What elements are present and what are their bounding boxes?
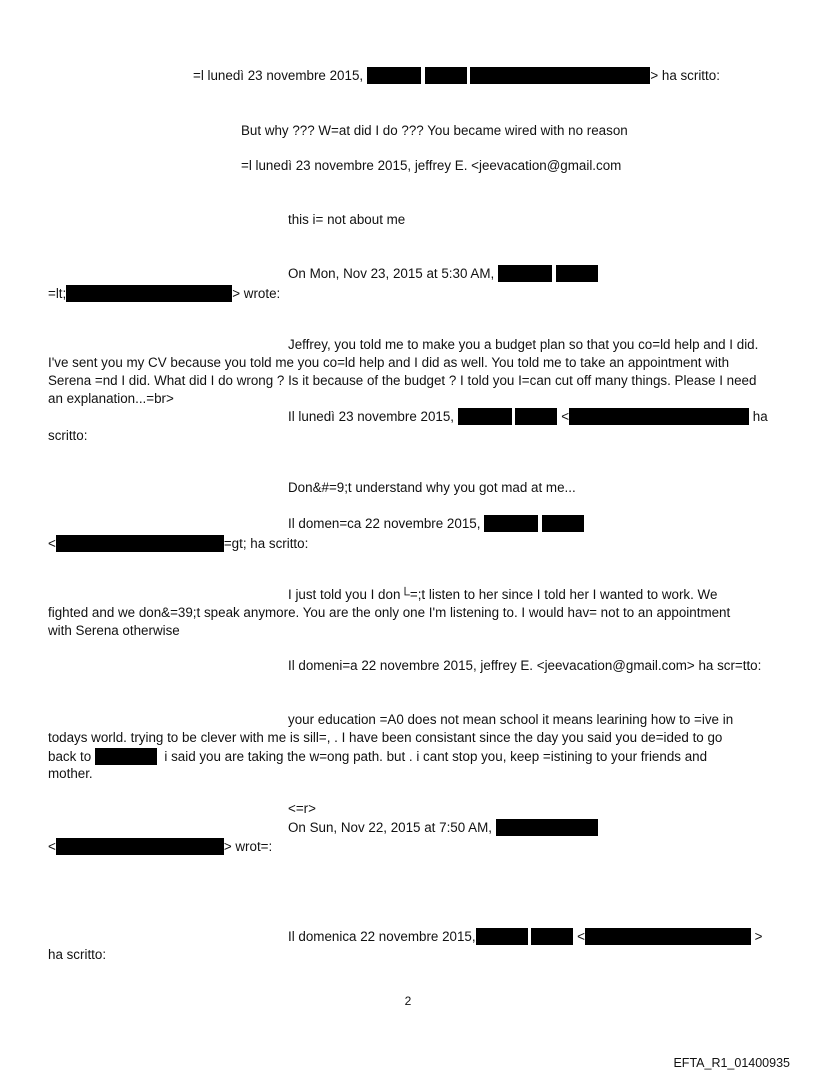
redaction-block <box>498 265 552 282</box>
quote-line: with Serena otherwise <box>48 623 180 638</box>
quote-line <box>288 408 768 425</box>
quote-line: scritto: <box>48 428 88 443</box>
redaction-block <box>95 748 157 765</box>
quote-text: Il domen=ca 22 novembre 2015, <box>288 516 481 531</box>
quote-line <box>48 535 308 552</box>
redaction-block <box>515 408 557 425</box>
quote-text: > <box>754 929 763 944</box>
redaction-block <box>458 408 512 425</box>
quote-text: On Mon, Nov 23, 2015 at 5:30 AM, <box>288 266 495 281</box>
quote-text: < <box>48 839 56 854</box>
page-number: 2 <box>404 994 412 1008</box>
redaction-block <box>531 928 573 945</box>
redaction-block <box>66 285 232 302</box>
quote-line: But why ??? W=at did I do ??? You became wired with no reason <box>241 123 628 138</box>
quote-line: I just told you I don└=;t listen to her since I told her I wanted to work. We <box>288 587 718 602</box>
quote-line <box>48 285 280 302</box>
quote-line: an explanation...=br> <box>48 391 174 406</box>
header-line <box>193 67 720 84</box>
redaction-block <box>496 819 598 836</box>
quote-line: <=r> <box>288 801 316 816</box>
quote-line <box>288 928 762 945</box>
quote-text: back to <box>48 749 92 764</box>
redaction-block <box>569 408 749 425</box>
quote-line: your education =A0 does not mean school it means learining how to =ive in <box>288 712 734 727</box>
quote-line: Serena =nd I did. What did I do wrong ? Is it because of the budget ? I told you I=can cut off many things. Please I need <box>48 373 757 388</box>
quote-line <box>48 748 707 765</box>
quote-line: Il domeni=a 22 novembre 2015, jeffrey E. <jeevacation@gmail.com> ha scr=tto: <box>288 658 762 673</box>
header-text: =l lunedì 23 novembre 2015, <box>193 68 364 83</box>
quote-line: =l lunedì 23 novembre 2015, jeffrey E. <jeevacation@gmail.com <box>241 158 622 173</box>
quote-line: I've sent you my CV because you told me you co=ld help and I did as well. You told me to take an appointment with <box>48 355 730 370</box>
redaction-block <box>476 928 528 945</box>
quote-line: ha scritto: <box>48 947 107 962</box>
document-id: EFTA_R1_01400935 <box>673 1056 790 1070</box>
quote-line: todays world. trying to be clever with me is sill=, . I have been consistant since the day you said you de=ided to go <box>48 730 723 745</box>
redaction-block <box>585 928 751 945</box>
quote-line: this i= not about me <box>288 212 406 227</box>
quote-line: Don&#=9;t understand why you got mad at me... <box>288 480 576 495</box>
redaction-block <box>556 265 598 282</box>
quote-text: =lt; <box>48 286 67 301</box>
redaction-block <box>56 535 224 552</box>
quote-line <box>288 819 598 836</box>
quote-text: ha <box>752 409 768 424</box>
quote-line <box>288 265 598 282</box>
header-text-end: > ha scritto: <box>650 68 720 83</box>
quote-line: mother. <box>48 766 93 781</box>
redaction-block <box>542 515 584 532</box>
quote-text: On Sun, Nov 22, 2015 at 7:50 AM, <box>288 820 492 835</box>
quote-text: < <box>577 929 585 944</box>
redaction-block <box>56 838 224 855</box>
redaction-block <box>470 67 650 84</box>
quote-text: i said you are taking the w=ong path. but . i cant stop you, keep =istining to your friends and <box>164 749 708 764</box>
quote-text: < <box>561 409 570 424</box>
quote-line: Jeffrey, you told me to make you a budget plan so that you co=ld help and I did. <box>288 337 759 352</box>
quote-text: Il domenica 22 novembre 2015, <box>288 929 476 944</box>
redaction-block <box>367 67 421 84</box>
quote-line <box>288 515 584 532</box>
quote-text: > wrote: <box>232 286 281 301</box>
quote-text: < <box>48 536 56 551</box>
quote-line: fighted and we don&=39;t speak anymore. You are the only one I'm listening to. I would hav= not to an appointment <box>48 605 731 620</box>
quote-text: =gt; ha scritto: <box>223 536 309 551</box>
redaction-block <box>484 515 538 532</box>
quote-text: > wrot=: <box>223 839 273 854</box>
quote-text: Il lunedì 23 novembre 2015, <box>288 409 455 424</box>
quote-line <box>48 838 272 855</box>
redaction-block <box>425 67 467 84</box>
